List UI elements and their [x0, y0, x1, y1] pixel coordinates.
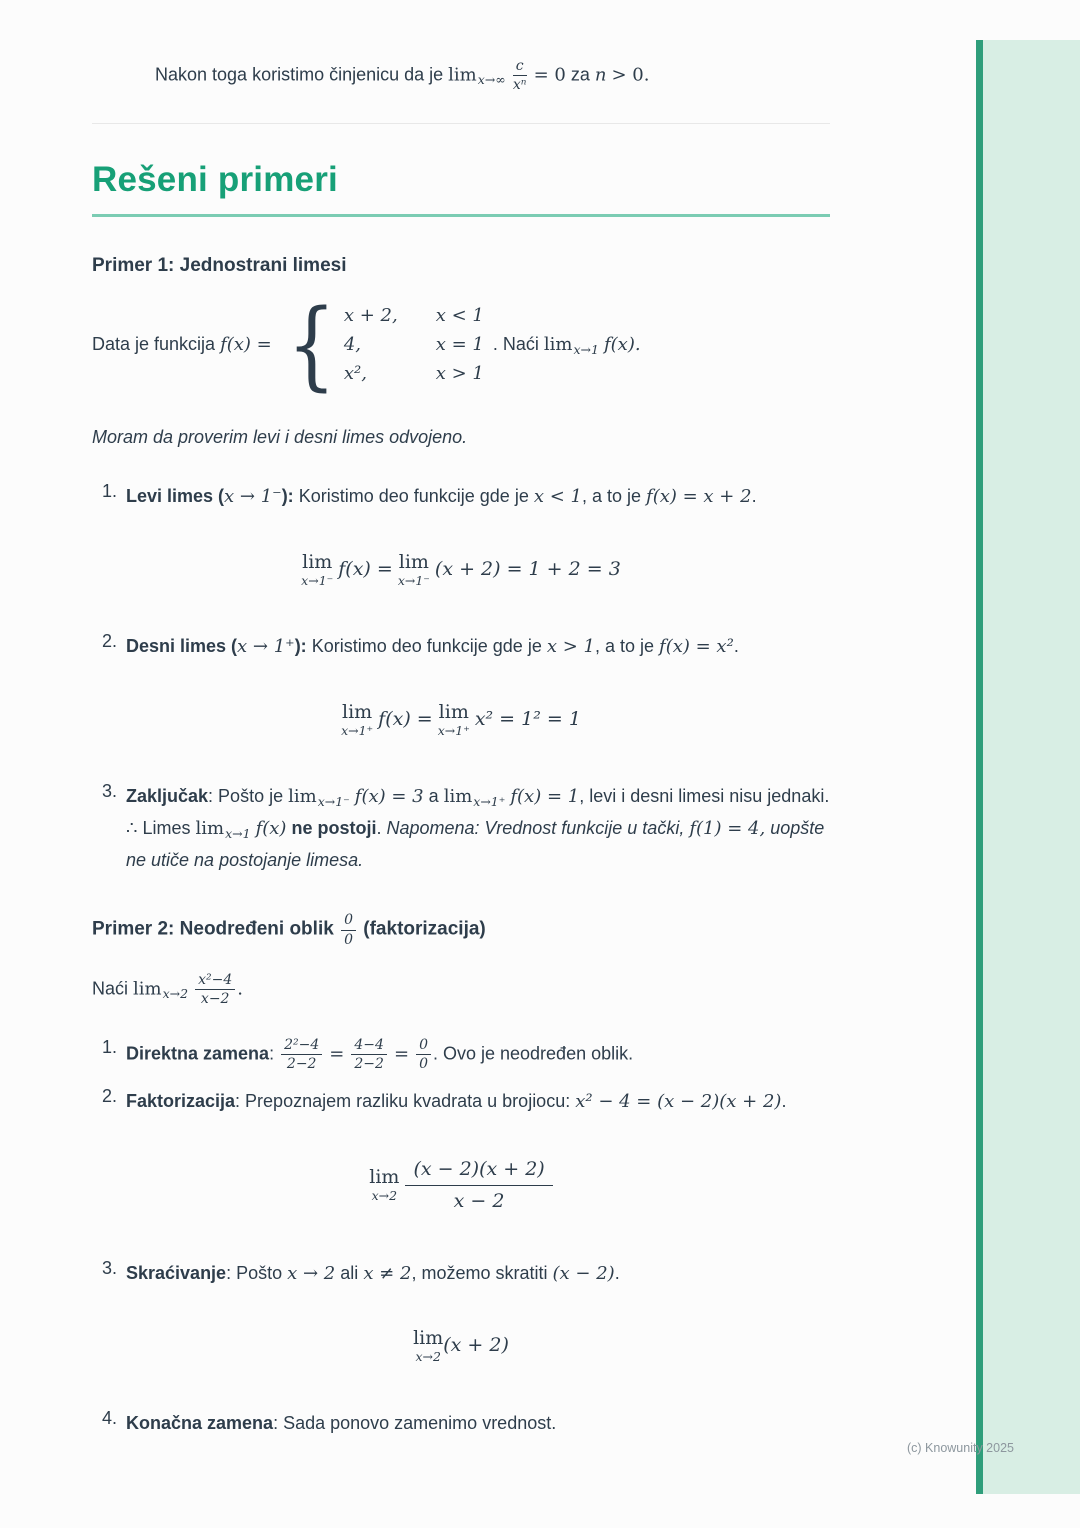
- italic-run: uopšte ne utiče na postojanje limesa.: [126, 818, 825, 870]
- text-run: .: [781, 1090, 787, 1111]
- case-cond: x = 1: [435, 333, 484, 355]
- lim-operator: lim: [288, 786, 317, 808]
- list-item-body: [126, 631, 830, 663]
- math-run: x → 1⁺: [237, 636, 295, 658]
- display-equation: [92, 700, 830, 738]
- fraction-numerator: c: [513, 58, 527, 76]
- lim-subscript: x→2: [371, 1188, 398, 1204]
- math-run: f(x) =: [220, 333, 272, 355]
- italic-run: Napomena: Vrednost funkcije u tački,: [386, 818, 685, 839]
- lim-subscript: x→1⁻: [317, 794, 350, 810]
- lim-operator: lim: [443, 786, 473, 808]
- case-expr: 4,: [343, 333, 362, 355]
- case-expr: x + 2,: [343, 304, 398, 326]
- list-item: [92, 1408, 830, 1440]
- right-margin-band: [983, 40, 1080, 1494]
- text-run: Naći: [92, 977, 129, 998]
- lim-subscript: x→1⁺: [437, 722, 470, 738]
- text-run: (faktorizacija): [363, 919, 486, 941]
- math-run: x² − 4 = (x − 2)(x + 2): [575, 1090, 782, 1112]
- fraction: [341, 912, 356, 947]
- fraction: [351, 1037, 387, 1072]
- math-run: x² = 1² = 1: [474, 707, 581, 730]
- list-number: 3.: [102, 1257, 118, 1278]
- text-run: .: [376, 818, 382, 839]
- list-number: 3.: [102, 781, 118, 802]
- fraction-denominator: x − 2: [453, 1190, 505, 1213]
- fraction: [195, 972, 235, 1007]
- lim-subscript: x→1⁺: [473, 794, 506, 810]
- text-run: , a to je: [581, 486, 642, 507]
- list-item-body: [126, 1408, 830, 1440]
- lim-operator: lim: [133, 977, 162, 999]
- lim-subscript: x→1⁻: [301, 572, 334, 588]
- math-run: x → 2: [287, 1262, 336, 1284]
- math-run: x > 1: [546, 636, 595, 658]
- fraction-numerator: (x − 2)(x + 2): [405, 1157, 552, 1186]
- bold-label: ne postoji: [291, 818, 377, 839]
- lim-operator: lim: [195, 818, 225, 840]
- list-item-body: [126, 781, 830, 876]
- text-run: a: [428, 786, 439, 807]
- intro-paragraph: [155, 58, 830, 93]
- math-run: f(x): [255, 818, 287, 840]
- lim-subscript: x→2: [162, 985, 189, 1001]
- case-cond: x > 1: [435, 363, 484, 385]
- list-number: 4.: [102, 1407, 118, 1428]
- lim-operator: lim: [302, 550, 333, 573]
- lim-operator: lim: [342, 700, 373, 723]
- math-run: x < 1: [533, 486, 582, 508]
- lim-operator: lim: [413, 1327, 444, 1350]
- math-run: x ≠ 2: [363, 1262, 412, 1284]
- list-item-body: [126, 481, 830, 513]
- list-item: [92, 1258, 830, 1290]
- left-brace: {: [286, 288, 336, 401]
- fraction-numerator: 4−4: [351, 1037, 387, 1055]
- fraction-denominator: 2−2: [286, 1055, 317, 1072]
- math-run: =: [393, 1043, 410, 1065]
- bold-label: Desni limes (: [126, 636, 238, 657]
- math-run: = 0: [533, 64, 566, 86]
- problem-statement: [92, 972, 830, 1007]
- text-run: za: [570, 64, 590, 85]
- list-item: [92, 481, 830, 513]
- fraction-numerator: 0: [416, 1037, 431, 1055]
- fraction-denominator: x−2: [200, 990, 230, 1007]
- copyright: (c) Knowunity 2025: [906, 1441, 1014, 1455]
- math-run: f(x) = x + 2: [646, 486, 752, 508]
- text-run: : Sada ponovo zamenimo vrednost.: [273, 1412, 557, 1433]
- math-run: f(x).: [604, 333, 641, 355]
- lim-subscript: x→∞: [477, 72, 506, 88]
- bold-label: Faktorizacija: [126, 1090, 236, 1111]
- lim-operator: lim: [398, 550, 429, 573]
- display-equation: [92, 550, 830, 588]
- section-divider: [92, 123, 830, 124]
- text-run: , možemo skratiti: [411, 1262, 548, 1283]
- math-run: (x − 2): [552, 1262, 615, 1284]
- fraction-numerator: 2²−4: [281, 1037, 322, 1055]
- page-title: Rešeni primeri: [92, 160, 830, 217]
- bold-label: Zaključak: [126, 786, 209, 807]
- math-run: =: [329, 1043, 345, 1065]
- text-run: ali: [340, 1262, 359, 1283]
- cases-grid: [344, 303, 484, 387]
- text-run: .: [614, 1262, 620, 1283]
- display-limit: [437, 700, 470, 738]
- math-run: .: [237, 977, 244, 999]
- fraction-numerator: 0: [341, 912, 356, 930]
- lim-operator: lim: [369, 1166, 400, 1189]
- list-item: [92, 631, 830, 663]
- display-equation: [92, 1157, 830, 1213]
- italic-note: Moram da proverim levi i desni limes odvojeno.: [92, 427, 468, 448]
- text-run: : Pošto je: [208, 786, 284, 807]
- text-run: , a to je: [594, 636, 655, 657]
- right-margin-line: [976, 40, 983, 1494]
- math-run: f(x) = 3: [354, 786, 424, 808]
- lim-subscript: x→2: [415, 1349, 441, 1365]
- list-number: 2.: [102, 1085, 118, 1106]
- lim-subscript: x→1: [225, 826, 251, 842]
- list-number: 1.: [102, 481, 118, 502]
- math-run: > 0.: [611, 64, 650, 86]
- function-definition: [92, 288, 830, 401]
- case-expr: x²,: [343, 363, 367, 385]
- text-run: Koristimo deo funkcije gde je: [298, 486, 529, 507]
- math-run: n: [594, 64, 607, 86]
- list-number: 1.: [102, 1036, 118, 1057]
- list-item: [92, 781, 830, 876]
- math-run: (x + 2) = 1 + 2 = 3: [434, 557, 621, 580]
- fraction: [513, 58, 527, 93]
- display-equation: [92, 1329, 830, 1364]
- document-content: [92, 58, 830, 1453]
- math-run: f(x) = x²: [659, 636, 734, 658]
- case-cond: x < 1: [435, 304, 484, 326]
- text-run: . Ovo je neodređen oblik.: [432, 1043, 634, 1064]
- text-run: , levi i desni limesi nisu jednaki. ∴ Limes: [126, 786, 830, 839]
- text-run: Nakon toga koristimo činjenicu da je: [155, 64, 444, 85]
- bold-label: Levi limes (: [126, 486, 225, 507]
- fraction-denominator: 2−2: [354, 1055, 384, 1072]
- fraction-numerator: x²−4: [195, 972, 235, 990]
- text-run: .: [751, 486, 757, 507]
- bold-label: Direktna zamena: [126, 1043, 270, 1064]
- lim-operator: lim: [448, 64, 477, 86]
- math-run: x → 1⁻: [224, 486, 282, 508]
- lim-operator: lim: [543, 333, 573, 355]
- primer2-steps: [92, 1037, 830, 1440]
- display-limit: [413, 1329, 443, 1364]
- list-item: [92, 1037, 830, 1072]
- list-item-body: [126, 1037, 830, 1072]
- list-item-body: [126, 1086, 830, 1118]
- display-limit: [301, 550, 334, 588]
- math-run: (x + 2): [443, 1334, 509, 1357]
- list-item-body: [126, 1258, 830, 1290]
- display-limit: [397, 550, 430, 588]
- fraction: [281, 1037, 322, 1072]
- text-run: . Naći: [492, 333, 539, 354]
- lim-operator: lim: [438, 700, 469, 723]
- primer1-title: Primer 1: Jednostrani limesi: [92, 255, 347, 277]
- math-run: f(x) = 1: [510, 786, 580, 808]
- fraction-denominator: 0: [419, 1055, 428, 1072]
- list-item: [92, 1086, 830, 1118]
- text-run: Primer 2: Neodređeni oblik: [92, 919, 334, 941]
- text-run: .: [733, 636, 739, 657]
- fraction-denominator: 0: [344, 931, 353, 948]
- math-run: f(x) =: [338, 557, 393, 580]
- piecewise-function: [281, 288, 484, 401]
- text-run: : Pošto: [226, 1262, 283, 1283]
- text-run: :: [269, 1043, 275, 1064]
- text-run: : Prepoznajem razliku kvadrata u brojiocu:: [235, 1090, 571, 1111]
- primer1-steps: [92, 481, 830, 876]
- list-number: 2.: [102, 631, 118, 652]
- lim-subscript: x→1⁺: [341, 722, 374, 738]
- math-run: f(1) = 4,: [689, 818, 766, 840]
- display-fraction: [405, 1157, 552, 1213]
- lim-subscript: x→1: [573, 341, 599, 357]
- lim-subscript: x→1⁻: [397, 572, 430, 588]
- math-run: f(x) =: [378, 707, 433, 730]
- bold-label: ):: [294, 636, 307, 657]
- text-run: Data je funkcija: [92, 333, 216, 354]
- fraction: [416, 1037, 431, 1072]
- bold-label: Skraćivanje: [126, 1262, 227, 1283]
- display-limit: [341, 700, 374, 738]
- primer2-title: [92, 912, 830, 947]
- bold-label: ):: [281, 486, 294, 507]
- bold-label: Konačna zamena: [126, 1412, 274, 1433]
- display-limit: [369, 1168, 399, 1203]
- fraction-denominator: xⁿ: [512, 77, 527, 94]
- text-run: Koristimo deo funkcije gde je: [311, 636, 542, 657]
